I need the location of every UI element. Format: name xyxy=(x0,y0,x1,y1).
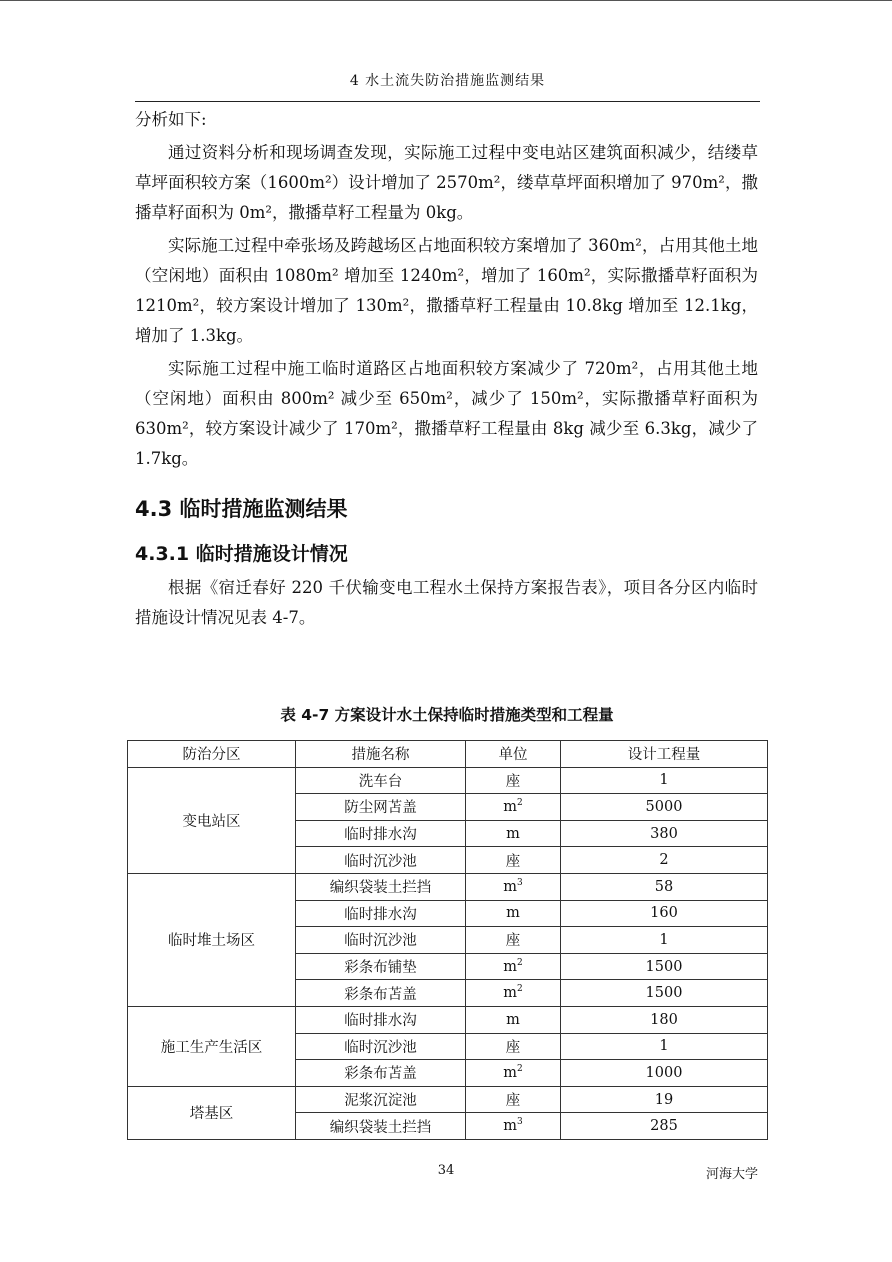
header-measure: 措施名称 xyxy=(296,741,466,768)
unit-cell xyxy=(466,927,561,954)
paragraph-substation: 通过资料分析和现场调查发现，实际施工过程中变电站区建筑面积减少，结缕草草坪面积较方案（1600m²）设计增加了 2570m²，缕草草坪面积增加了 970m²，撒播草籽面积为 0m²，撒播草籽工程量为 0kg。 xyxy=(135,143,758,222)
paragraph-intro: 分析如下: xyxy=(135,110,207,129)
unit-base: m xyxy=(503,1064,517,1081)
measure-name-cell: 临时沉沙池 xyxy=(296,847,466,874)
unit-cell xyxy=(466,873,561,900)
page-top-border xyxy=(0,0,892,1)
measure-name-cell: 编织袋装土拦挡 xyxy=(296,1113,466,1140)
unit-exponent: 2 xyxy=(517,1064,523,1075)
unit-exponent: 3 xyxy=(517,877,523,888)
quantity-cell: 180 xyxy=(561,1006,768,1033)
unit-cell xyxy=(466,820,561,847)
unit-base: 座 xyxy=(505,853,521,870)
quantity-cell: 285 xyxy=(561,1113,768,1140)
unit-base: m xyxy=(503,1118,517,1135)
zone-cell: 施工生产生活区 xyxy=(128,1006,296,1086)
unit-cell xyxy=(466,900,561,927)
footer-organization: 河海大学 xyxy=(705,1167,758,1182)
measure-name-cell: 彩条布苫盖 xyxy=(296,980,466,1007)
paragraph-design-basis: 根据《宿迁春好 220 千伏输变电工程水土保持方案报告表》，项目各分区内临时措施设计情况见表 4-7。 xyxy=(135,578,758,627)
measure-name-cell: 临时沉沙池 xyxy=(296,927,466,954)
unit-cell xyxy=(466,1060,561,1087)
measures-table xyxy=(127,740,768,1140)
unit-base: m xyxy=(506,905,520,922)
table-row xyxy=(128,1086,768,1113)
table-row xyxy=(128,767,768,794)
unit-base: m xyxy=(506,1011,520,1028)
measure-name-cell: 防尘网苫盖 xyxy=(296,794,466,821)
quantity-cell: 58 xyxy=(561,873,768,900)
unit-cell xyxy=(466,953,561,980)
unit-base: 座 xyxy=(505,773,521,790)
table-caption: 表 4-7 方案设计水土保持临时措施类型和工程量 xyxy=(280,706,614,724)
measure-name-cell: 洗车台 xyxy=(296,767,466,794)
unit-exponent: 3 xyxy=(517,1117,523,1128)
page-number: 34 xyxy=(437,1163,455,1178)
table-row xyxy=(128,1006,768,1033)
section-heading-4-3-1: 4.3.1 临时措施设计情况 xyxy=(135,543,348,565)
unit-cell xyxy=(466,794,561,821)
quantity-cell: 1500 xyxy=(561,980,768,1007)
unit-base: 座 xyxy=(505,1039,521,1056)
header-zone: 防治分区 xyxy=(128,741,296,768)
running-header: 4 水土流失防治措施监测结果 xyxy=(349,73,546,89)
measure-name-cell: 编织袋装土拦挡 xyxy=(296,873,466,900)
unit-base: 座 xyxy=(505,1093,521,1110)
unit-cell xyxy=(466,980,561,1007)
unit-exponent: 2 xyxy=(517,798,523,809)
quantity-cell: 1000 xyxy=(561,1060,768,1087)
unit-cell xyxy=(466,1033,561,1060)
section-heading-4-3: 4.3 临时措施监测结果 xyxy=(135,497,348,521)
paragraph-tension-field: 实际施工过程中牵张场及跨越场区占地面积较方案增加了 360m²，占用其他土地（空闲地）面积由 1080m² 增加至 1240m²，增加了 160m²，实际撒播草籽面积为 1210m²，较方案设计增加了 130m²，撒播草籽工程量由 10.8kg 增加至 12.1kg，增加了 1.3kg。 xyxy=(135,236,758,345)
unit-exponent: 2 xyxy=(517,957,523,968)
quantity-cell: 2 xyxy=(561,847,768,874)
measure-name-cell: 临时排水沟 xyxy=(296,820,466,847)
table-row xyxy=(128,873,768,900)
quantity-cell: 160 xyxy=(561,900,768,927)
measure-name-cell: 泥浆沉淀池 xyxy=(296,1086,466,1113)
measure-name-cell: 彩条布苫盖 xyxy=(296,1060,466,1087)
unit-base: m xyxy=(506,825,520,842)
unit-exponent: 2 xyxy=(517,984,523,995)
table-header-row xyxy=(128,741,768,768)
unit-cell xyxy=(466,847,561,874)
unit-base: m xyxy=(503,985,517,1002)
header-rule xyxy=(135,101,760,102)
unit-cell xyxy=(466,1086,561,1113)
quantity-cell: 1 xyxy=(561,1033,768,1060)
measure-name-cell: 临时沉沙池 xyxy=(296,1033,466,1060)
unit-base: m xyxy=(503,798,517,815)
unit-base: 座 xyxy=(505,933,521,950)
unit-cell xyxy=(466,1113,561,1140)
measure-name-cell: 彩条布铺垫 xyxy=(296,953,466,980)
quantity-cell: 1 xyxy=(561,767,768,794)
unit-cell xyxy=(466,767,561,794)
zone-cell: 塔基区 xyxy=(128,1086,296,1139)
table-body xyxy=(128,767,768,1139)
document-body xyxy=(135,105,758,633)
measure-name-cell: 临时排水沟 xyxy=(296,900,466,927)
unit-base: m xyxy=(503,958,517,975)
quantity-cell: 19 xyxy=(561,1086,768,1113)
measure-name-cell: 临时排水沟 xyxy=(296,1006,466,1033)
quantity-cell: 1500 xyxy=(561,953,768,980)
header-unit: 单位 xyxy=(466,741,561,768)
header-quantity: 设计工程量 xyxy=(561,741,768,768)
quantity-cell: 5000 xyxy=(561,794,768,821)
quantity-cell: 380 xyxy=(561,820,768,847)
unit-base: m xyxy=(503,878,517,895)
paragraph-temp-road: 实际施工过程中施工临时道路区占地面积较方案减少了 720m²，占用其他土地（空闲地）面积由 800m² 减少至 650m²，减少了 150m²，实际撒播草籽面积为 630m²，较方案设计减少了 170m²，撒播草籽工程量由 8kg 减少至 6.3kg，减少了 1.7kg。 xyxy=(135,359,758,468)
zone-cell: 变电站区 xyxy=(128,767,296,873)
unit-cell xyxy=(466,1006,561,1033)
zone-cell: 临时堆土场区 xyxy=(128,873,296,1006)
quantity-cell: 1 xyxy=(561,927,768,954)
